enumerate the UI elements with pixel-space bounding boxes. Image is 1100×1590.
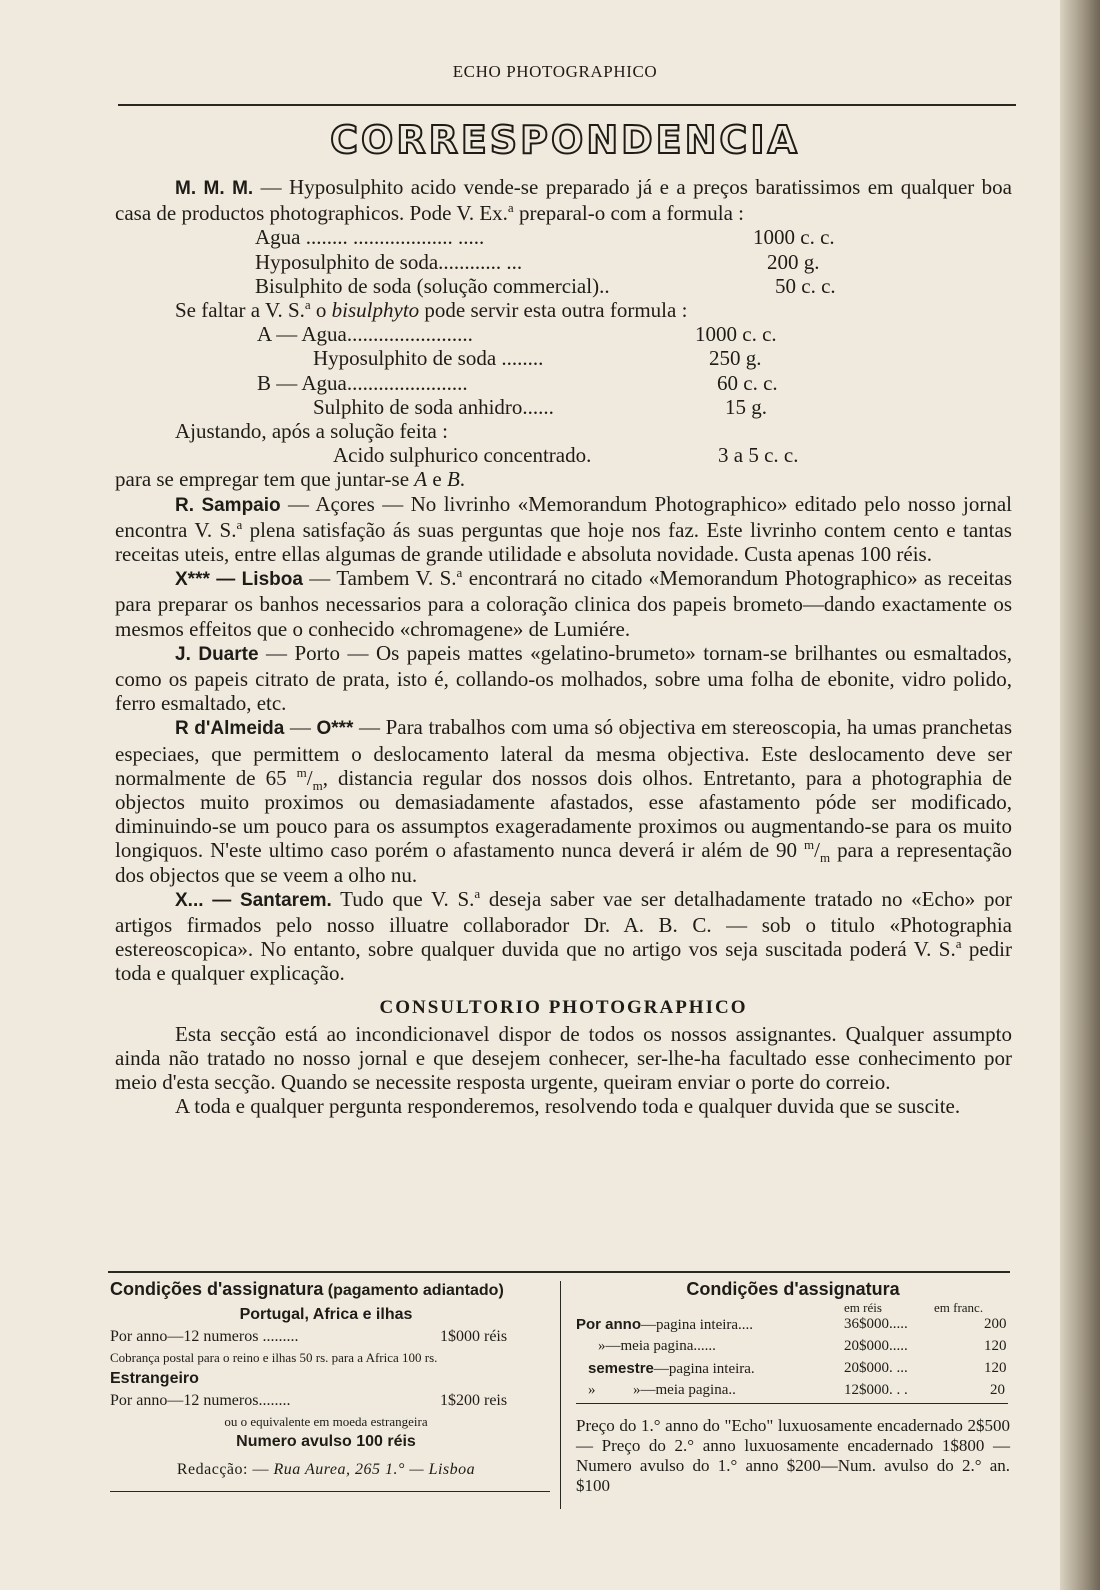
section-heading: CONSULTORIO PHOTOGRAPHICO (379, 996, 748, 1018)
formula-item: Bisulphito de soda (solução commercial).. (255, 273, 610, 298)
price-note: Cobrança postal para o reino e ilhas 50 rs. para a Africa 100 rs. (110, 1350, 438, 1365)
price-note: ou o equivalente em moeda estrangeira (224, 1414, 428, 1429)
formula-qty: 200 g. (767, 249, 820, 274)
correspondent-name: M. M. M. (175, 178, 254, 199)
formula-item: A — Agua........................ (257, 322, 473, 347)
divider (110, 1491, 550, 1492)
subsection-heading: Estrangeiro (110, 1370, 199, 1387)
formula-row (115, 443, 1012, 467)
running-head: ECHO PHOTOGRAPHICO (452, 62, 658, 81)
subscription-left: Condições d'assignatura (pagamento adiantado) Portugal, Africa e ilhas Por anno—12 numeros ......... 1$000 réis Cobrança postal para o reino e ilhas 50 rs. para a Africa 100 rs. Estrangeiro Por anno—12 numeros........ 1$200 reis ou o equivalente em moeda estrangeira Numero avulso 100 réis Redacção: — Rua Aurea, 265 1.° — Lisboa (110, 1279, 542, 1479)
entry-duarte: J. Duarte — Porto — Os papeis mattes «gelatino-brumeto» tornam-se brilhantes ou esmaltados, como os papeis citrato de prata, isto é, collando-os molhados, sobre uma folha de ebonite, vidro polido, ferro esmaltado, etc. (115, 640, 1013, 716)
correspondence-body (115, 175, 1012, 1119)
consultorio-paragraph: Esta secção está ao incondicionavel dispor de todos os nossos assignantes. Qualquer assumpto ainda não tratado no nosso jornal e que desejem conhecer, ser-lhe-ha facultado esse conhecimento por meio d'esta secção. Quando se necessite resposta urgente, queiram enviar o porte do correio. (115, 1021, 1012, 1095)
formula-qty: 1000 c. c. (753, 225, 835, 250)
subscription-heading: Condições d'assignatura (686, 1279, 900, 1299)
formula-item: Agua ........ ................... ..... (255, 225, 485, 250)
editorial-address: Redacção: — Rua Aurea, 265 1.° — Lisboa (176, 1461, 476, 1478)
column-divider (560, 1281, 561, 1509)
rates-header: em réis em franc. (844, 1300, 984, 1315)
advertising-rates (576, 1279, 1010, 1496)
formula-qty: 250 g. (709, 346, 762, 371)
box-rule (108, 1271, 1010, 1273)
correspondent-name: R. Sampaio (175, 494, 281, 516)
formula-row (115, 274, 1012, 298)
page-edge (1060, 0, 1100, 1590)
formula-qty: 3 a 5 c. c. (718, 443, 799, 468)
formula-row (115, 322, 1012, 346)
formula-qty: 15 g. (725, 394, 767, 419)
formula-item: Hyposulphito de soda............ ... (255, 249, 523, 274)
entry-mmm: M. M. M. — Hyposulphito acido vende-se preparado já e a preços baratissimos em qualquer boa casa de productos photographicos. Pode V. Ex.$^a$ preparal-o com a formula : (115, 175, 1012, 226)
rate-row: » »—meia pagina.. 12$000. . . 20 (588, 1382, 1005, 1398)
entry-sampaio: R. Sampaio — Açores — No livrinho «Memorandum Photographico» editado pelo nosso jornal encontra V. S.$^a$ plena satisfação ás suas perguntas que hoje nos faz. Este livrinho contem cento e tantas receitas uteis, entre ellas algumas de grande utilidade e absoluta novidade. Custa apenas 100 réis. (115, 491, 1012, 566)
formula-qty: 50 c. c. (775, 273, 836, 298)
price-row: Por anno—12 numeros ......... 1$000 réis (110, 1328, 508, 1345)
price-row: Por anno—12 numeros........ 1$200 reis (110, 1392, 508, 1409)
formula-row (115, 395, 1012, 419)
subscription-box (108, 1271, 1010, 1511)
rate-row: Por anno—pagina inteira.... 36$000..... 200 (576, 1316, 1007, 1333)
formula-final: para se empregar tem que juntar-se A e B. (115, 467, 466, 492)
correspondent-name: R d'Almeida (175, 718, 285, 740)
header-rule (118, 104, 1016, 106)
formula-item: Sulphito de soda anhidro...... (313, 394, 554, 419)
formula-qty: 1000 c. c. (695, 322, 777, 347)
consultorio-paragraph: A toda e qualquer pergunta responderemos, resolvendo toda e qualquer duvida que se suscite. (175, 1094, 961, 1119)
entry-santarem: X... — Santarem. Tudo que V. S.$^a$ deseja saber vae ser detalhadamente tratado no «Echo» por artigos firmados pelo nosso illuatre collaborador Dr. A. B. C. — sob o titulo «Photographia estereoscopica». No entanto, sobre qualquer duvida que no artigo vos seja suscitada poderá V. S.$^a$ pedir toda e qualquer explicação. (115, 885, 1013, 986)
formula-row (115, 225, 1012, 249)
formula-qty: 60 c. c. (717, 370, 778, 395)
formula-item: B — Agua....................... (257, 370, 468, 395)
page-title: CORRESPONDENCIA (330, 118, 800, 162)
formula-row (115, 250, 1012, 274)
correspondent-name: X... — Santarem. (175, 889, 332, 911)
subscription-heading: Condições d'assignatura (110, 1279, 324, 1299)
formula-item: Hyposulphito de soda ........ (313, 346, 544, 371)
formula-item: Acido sulphurico concentrado. (333, 443, 592, 468)
formula-note: Ajustando, após a solução feita : (175, 418, 448, 443)
rate-row: semestre—pagina inteira. 20$000. ... 120 (588, 1360, 1007, 1377)
correspondent-name: J. Duarte (175, 643, 259, 665)
formula-row (115, 346, 1012, 370)
rate-row: »—meia pagina...... 20$000..... 120 (598, 1338, 1007, 1354)
divider (576, 1403, 1008, 1404)
entry-almeida: R d'Almeida — O*** — Para trabalhos com uma só objectiva em stereoscopia, ha umas pranchetas especiaes, que permittem o deslocamento lateral da mesma objectiva. Este deslocamento deve ser normalmente de 65 $^m/_m$, distancia regular dos nossos dois olhos. Entretanto, para a photographia de objectos muito proximos ou demasiadamente afastados, esse afastamento póde ser modificado, diminuindo-se um pouco para os assumptos exageradamente proximos ou augmentando-se para os muito longiquos. N'este ultimo caso porém o afastamento nunca deverá ir além de 90 $^m/_m$ para a representação dos objectos que se veem a olho nu. (115, 715, 1013, 887)
subsection-heading: Portugal, Africa e ilhas (239, 1306, 413, 1323)
entry-lisboa: X*** — Lisboa — Tambem V. S.$^a$ encontrará no citado «Memorandum Photographico» as receitas para preparar os banhos necessarios para a coloração clinica dos papeis brometo—dando exactamente os mesmos effeitos que o conhecido «chromagene» de Lumiére. (115, 565, 1012, 641)
formula-intro: Se faltar a V. S.$^a$ o bisulphyto pode servir esta outra formula : (175, 296, 688, 322)
formula-row (115, 371, 1012, 395)
correspondent-name: X*** — Lisboa (175, 569, 303, 591)
single-issue-price: Numero avulso 100 réis (236, 1433, 416, 1450)
yearbook-price-note: Preço do 1.° anno do "Echo" luxuosamente encadernado 2$500 — Preço do 2.° anno luxuosamente encadernado 1$800 — Numero avulso do 1.° anno $200—Num. avulso do 2.° an. $100 (576, 1416, 1010, 1495)
